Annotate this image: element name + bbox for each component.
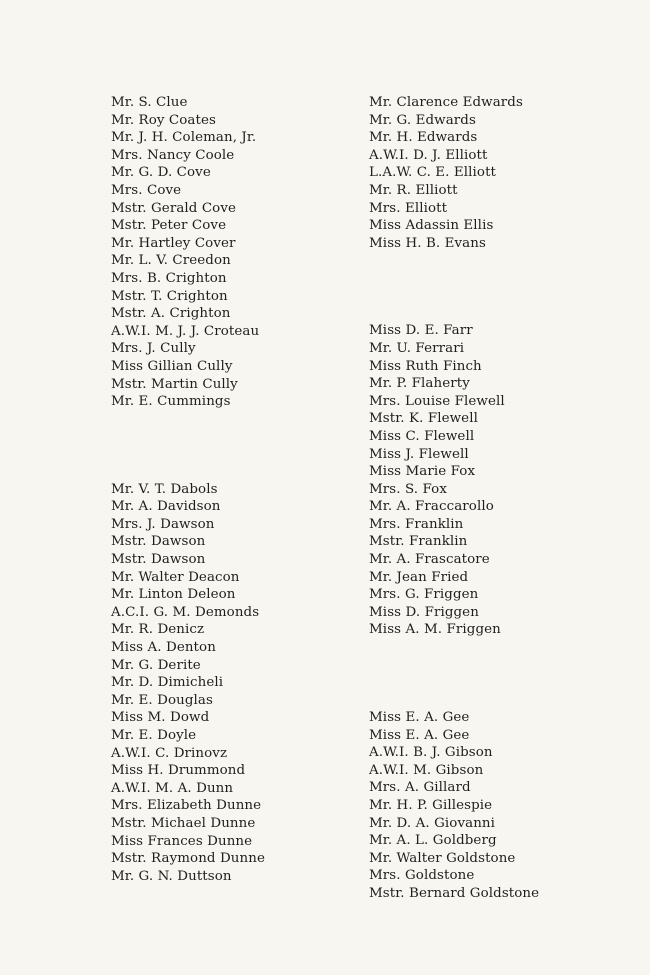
list-item: Mrs. S. Fox	[369, 481, 447, 497]
list-item: Mstr. Franklin	[369, 534, 468, 550]
list-item: Mrs. Goldstone	[369, 868, 475, 884]
list-item: Mrs. Louise Flewell	[369, 393, 505, 409]
list-item: Miss E. A. Gee	[369, 710, 470, 726]
list-item: Mr. G. Derite	[111, 657, 201, 673]
list-item: Mr. Jean Fried	[369, 569, 469, 585]
list-item: Mr. E. Douglas	[111, 692, 213, 708]
list-item: Mr. R. Denicz	[111, 622, 205, 638]
list-item: Mstr. Bernard Goldstone	[369, 885, 540, 901]
list-item: Miss A. Denton	[111, 640, 216, 656]
list-item: Mrs. G. Friggen	[369, 587, 479, 603]
list-item: Mstr. Michael Dunne	[111, 815, 256, 831]
list-item: A.W.I. D. J. Elliott	[369, 147, 488, 163]
list-item: Miss H. Drummond	[111, 763, 246, 779]
list-item: Mr. A. Frascatore	[369, 552, 490, 568]
group-spacer	[369, 639, 609, 709]
list-item: A.W.I. B. J. Gibson	[369, 745, 493, 761]
list-item: Miss Gillian Cully	[111, 358, 233, 374]
list-item: Miss C. Flewell	[369, 428, 475, 444]
list-item: Mr. Walter Deacon	[111, 569, 240, 585]
left-column	[111, 94, 351, 885]
list-item: Miss Adassin Ellis	[369, 218, 494, 234]
list-item: Mstr. T. Crighton	[111, 288, 228, 304]
list-item: A.C.I. G. M. Demonds	[111, 604, 260, 620]
list-item: Miss Ruth Finch	[369, 358, 482, 374]
list-item: Mstr. Gerald Cove	[111, 200, 237, 216]
list-item: A.W.I. C. Drinovz	[111, 745, 228, 761]
list-item: Miss Frances Dunne	[111, 833, 253, 849]
list-item: L.A.W. C. E. Elliott	[369, 165, 497, 181]
list-item: Mr. L. V. Creedon	[111, 253, 231, 269]
list-item: Mr. A. L. Goldberg	[369, 833, 497, 849]
name-group-d	[111, 481, 351, 886]
list-item: Mstr. K. Flewell	[369, 411, 478, 427]
list-item: Mstr. Martin Cully	[111, 376, 238, 392]
name-group-g	[369, 709, 609, 903]
list-item: Mr. H. P. Gillespie	[369, 798, 493, 813]
list-item: Mr. Clarence Edwards	[369, 95, 523, 110]
list-item: Mr. E. Cummings	[111, 394, 231, 410]
right-column	[369, 94, 609, 903]
list-item: Mr. S. Clue	[111, 95, 188, 110]
list-item: A.W.I. M. A. Dunn	[111, 780, 234, 796]
list-item: Miss Marie Fox	[369, 464, 476, 480]
list-item: Miss D. E. Farr	[369, 323, 473, 339]
list-item: Mrs. J. Dawson	[111, 516, 215, 532]
list-item: Mr. R. Elliott	[369, 182, 458, 198]
list-item: A.W.I. M. Gibson	[369, 762, 484, 778]
list-item: Miss H. B. Evans	[369, 235, 486, 251]
list-item: Mrs. Franklin	[369, 516, 464, 532]
list-item: Mr. U. Ferrari	[369, 340, 465, 356]
list-item: A.W.I. M. J. J. Croteau	[111, 323, 260, 339]
group-spacer	[369, 252, 609, 322]
list-item: Mr. P. Flaherty	[369, 376, 470, 392]
list-item: Mstr. Dawson	[111, 534, 206, 550]
name-group-c	[111, 94, 351, 411]
list-item: Mr. Roy Coates	[111, 112, 216, 128]
list-item: Mr. E. Doyle	[111, 728, 197, 743]
list-item: Mstr. A. Crighton	[111, 306, 231, 322]
list-item: Mr. D. A. Giovanni	[369, 815, 496, 831]
list-item: Mrs. Elliott	[369, 200, 448, 216]
list-item: Miss A. M. Friggen	[369, 622, 501, 638]
list-item: Mr. Hartley Cover	[111, 235, 236, 251]
list-item: Mr. J. H. Coleman, Jr.	[111, 130, 257, 146]
list-item: Mr. A. Fraccarollo	[369, 499, 494, 515]
list-item: Mrs. J. Cully	[111, 341, 196, 357]
list-item: Mr. G. D. Cove	[111, 165, 211, 181]
list-item: Mr. G. Edwards	[369, 112, 476, 128]
list-item: Mr. D. Dimicheli	[111, 675, 224, 691]
list-item: Mstr. Dawson	[111, 552, 206, 568]
name-group-f	[369, 322, 609, 639]
list-item: Mrs. Elizabeth Dunne	[111, 798, 262, 814]
list-item: Mrs. A. Gillard	[369, 780, 471, 796]
list-item: Miss D. Friggen	[369, 604, 479, 620]
list-item: Mr. V. T. Dabols	[111, 481, 218, 497]
list-item: Mr. Walter Goldstone	[369, 850, 516, 866]
list-item: Mr. Linton Deleon	[111, 587, 236, 603]
list-item: Mr. G. N. Duttson	[111, 868, 232, 884]
list-item: Mstr. Peter Cove	[111, 218, 227, 234]
list-item: Mr. H. Edwards	[369, 130, 478, 146]
list-item: Mrs. B. Crighton	[111, 270, 227, 286]
list-item: Miss J. Flewell	[369, 446, 469, 462]
list-item: Mrs. Nancy Coole	[111, 147, 235, 163]
list-item: Mstr. Raymond Dunne	[111, 851, 265, 867]
group-spacer	[111, 411, 351, 481]
list-item: Miss M. Dowd	[111, 710, 210, 726]
list-item: Mr. A. Davidson	[111, 499, 221, 515]
list-item: Mrs. Cove	[111, 182, 182, 198]
name-group-e	[369, 94, 609, 252]
list-item: Miss E. A. Gee	[369, 727, 470, 743]
